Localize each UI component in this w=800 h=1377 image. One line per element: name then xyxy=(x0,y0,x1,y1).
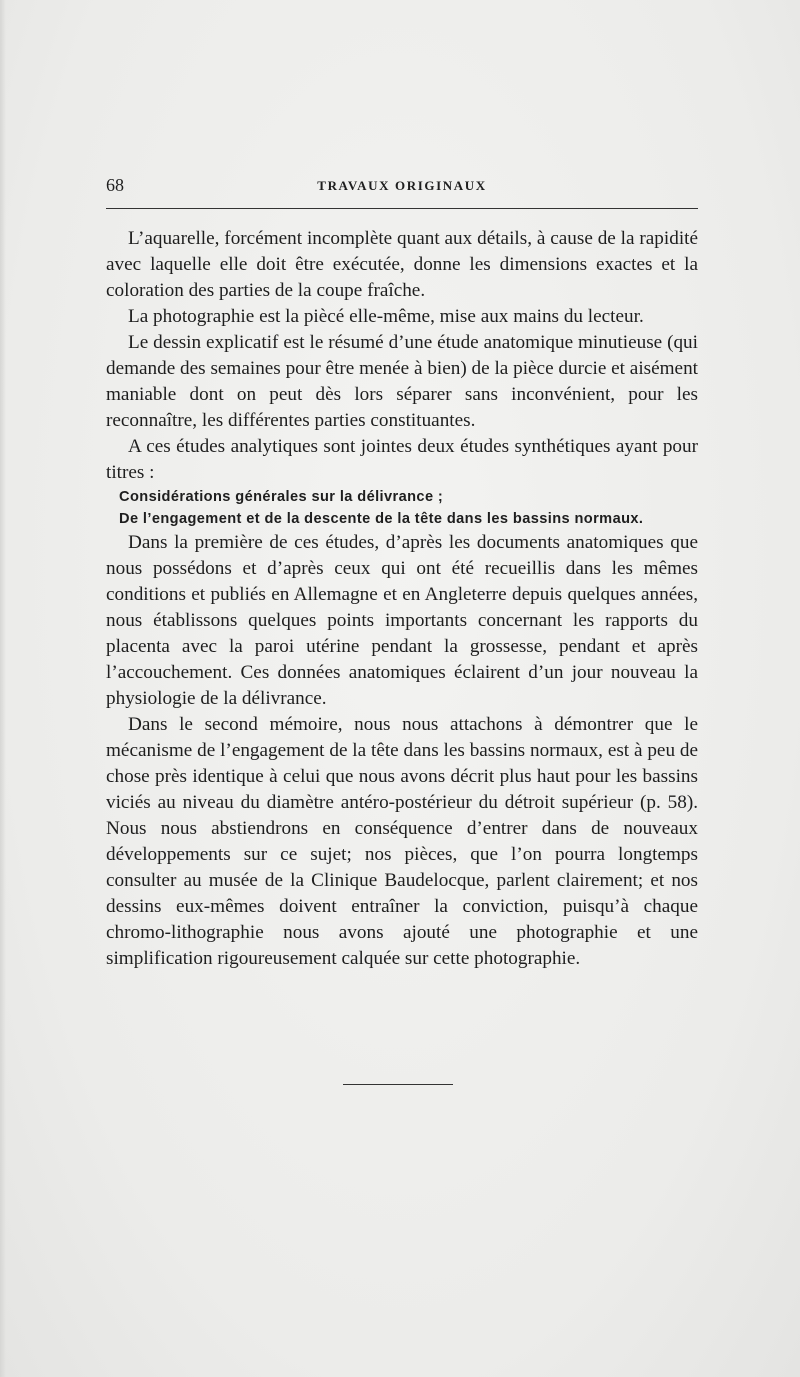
page-number: 68 xyxy=(106,175,124,195)
running-title: TRAVAUX ORIGINAUX xyxy=(317,178,487,193)
paragraph-dessin-explicatif: Le dessin explicatif est le résumé d’une étude anatomique minutieuse (qui demande des semaines pour être menée à bien) de la pièce durcie et aisément maniable dont on peut dès lors séparer sans inconvénient, pour les reconnaître, les différentes parties constituantes. xyxy=(106,332,698,431)
paragraph-etudes-synthetiques: A ces études analytiques sont jointes deux études synthétiques ayant pour titres : xyxy=(106,436,698,483)
page-edge-shadow xyxy=(0,0,6,1377)
page-header xyxy=(106,174,698,198)
study-title-engagement: De l’engagement et de la descente de la tête dans les bassins normaux. xyxy=(119,511,644,527)
end-rule xyxy=(343,1084,453,1085)
header-rule xyxy=(106,208,698,209)
paragraph-photographie: La photographie est la piècé elle-même, mise aux mains du lecteur. xyxy=(128,306,644,327)
body-text xyxy=(106,226,698,972)
paragraph-premiere-etude: Dans la première de ces études, d’après les documents anatomiques que nous possédons et d’après ceux qui ont été recueillis dans les mêmes conditions et publiés en Allemagne et en Angleterre depuis quelques années, nous établissons quelques points importants concernant les rapports du placenta avec la paroi utérine pendant la grossesse, pendant et après l’accouchement. Ces données anatomiques éclairent d’un jour nouveau la physiologie de la délivrance. xyxy=(106,532,698,709)
paragraph-aquarelle: L’aquarelle, forcément incomplète quant aux détails, à cause de la rapidité avec laquelle elle doit être exécutée, donne les dimensions exactes et la coloration des parties de la coupe fraîche. xyxy=(106,228,698,301)
study-title-delivrance: Considérations générales sur la délivrance ; xyxy=(119,489,444,505)
paragraph-second-memoire: Dans le second mémoire, nous nous attachons à démontrer que le mécanisme de l’engagement de la tête dans les bassins normaux, est à peu de chose près identique à celui que nous avons décrit plus haut pour les bassins viciés au niveau du diamètre antéro-postérieur du détroit supérieur (p. 58). Nous nous abstiendrons en conséquence d’entrer dans de nouveaux développements sur ce sujet; nos pièces, que l’on pourra longtemps consulter au musée de la Clinique Baudelocque, parlent clairement; et nos dessins eux-mêmes doivent entraîner la conviction, puisqu’à chaque chromo-lithographie nous avons ajouté une photographie et une simplification rigoureusement calquée sur cette photographie. xyxy=(106,714,698,969)
